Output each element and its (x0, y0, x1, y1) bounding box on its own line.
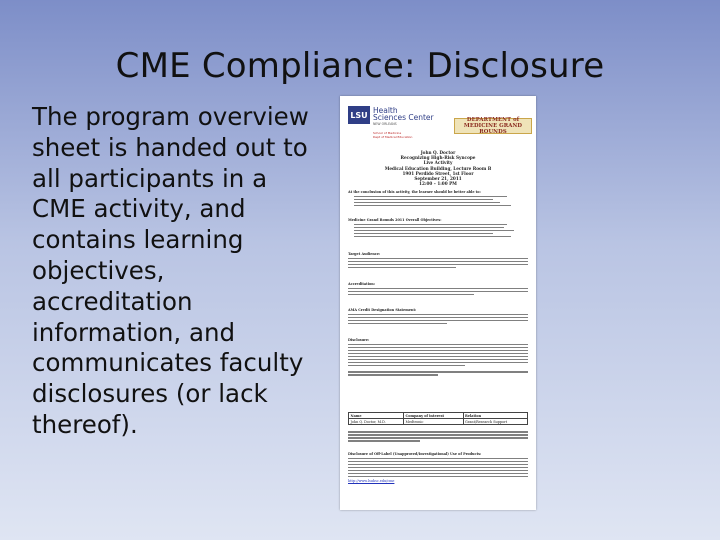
objectives-section (348, 190, 528, 208)
slide-body-text: The program overview sheet is handed out to all participants in a CME activity, and contains learning objectives, accreditation information, and communicates faculty disclosures (or lack thereof). (32, 102, 309, 439)
lsu-logo-school: School of Medicine (373, 131, 402, 135)
disclosure-label: Disclosure: (348, 338, 370, 342)
faculty-disclosure-table (348, 412, 528, 425)
target-audience-section (348, 252, 528, 270)
lsu-logo-city: NEW ORLEANS (373, 122, 397, 126)
table-cell: Medtronic (404, 419, 464, 425)
lsu-logo-dept-name: Dept of Medical Education (373, 134, 413, 139)
grand-rounds-objectives-section (348, 218, 528, 239)
lsu-logo-dept (373, 132, 412, 139)
table-cell: Grant/Research Support (463, 419, 527, 425)
lsu-logo-mark: LSU (348, 106, 370, 124)
doc-header-line: September 21, 2011 (414, 176, 462, 182)
accreditation-label: Accreditation: (348, 282, 375, 286)
accreditation-section (348, 282, 528, 297)
offlabel-section (348, 452, 528, 483)
table-header: Company of interest (404, 413, 464, 419)
lsu-logo-name (373, 107, 434, 121)
grand-rounds-label: Medicine Grand Rounds 2011 Overall Objectives: (348, 218, 442, 222)
target-audience-label: Target Audience: (348, 252, 381, 256)
lsu-logo (348, 106, 436, 142)
doc-header-line: Medical Education Building, Lecture Room B (384, 165, 492, 171)
ama-credit-section (348, 308, 528, 326)
table-header: Name (349, 413, 404, 419)
doc-header-line: Recognizing High-Risk Syncope (400, 155, 476, 161)
doc-link[interactable]: http://www.lsuhsc.edu/cme (348, 478, 395, 483)
table-cell: John Q. Doctor, M.D. (349, 419, 404, 425)
objectives-label: At the conclusion of this activity, the learner should be better able to: (348, 190, 481, 194)
table-header: Relation (463, 413, 527, 419)
program-overview-sheet (340, 96, 536, 510)
doc-header-line: 1901 Perdido Street, 1st Floor (402, 170, 474, 176)
doc-header-line: John Q. Doctor (420, 150, 456, 155)
offlabel-label: Disclosure of Off-Label (Unapproved/Investigational) Use of Products: (348, 452, 482, 456)
lsu-logo-name-line2: Sciences Center (373, 113, 434, 122)
grand-rounds-banner: DEPARTMENT of MEDICINE GRAND ROUNDS (454, 118, 532, 134)
doc-header-line: Live Activity (423, 160, 453, 166)
lsu-logo-name-line1: Health (373, 106, 398, 115)
disclosure-section (348, 338, 528, 377)
slide-title: CME Compliance: Disclosure (115, 46, 605, 86)
doc-header (340, 150, 536, 186)
planning-committee-section (348, 430, 528, 443)
ama-credit-label: AMA Credit Designation Statement: (348, 308, 417, 312)
doc-header-line: 12:00 – 1:00 PM (419, 181, 457, 187)
table-row (349, 419, 528, 425)
